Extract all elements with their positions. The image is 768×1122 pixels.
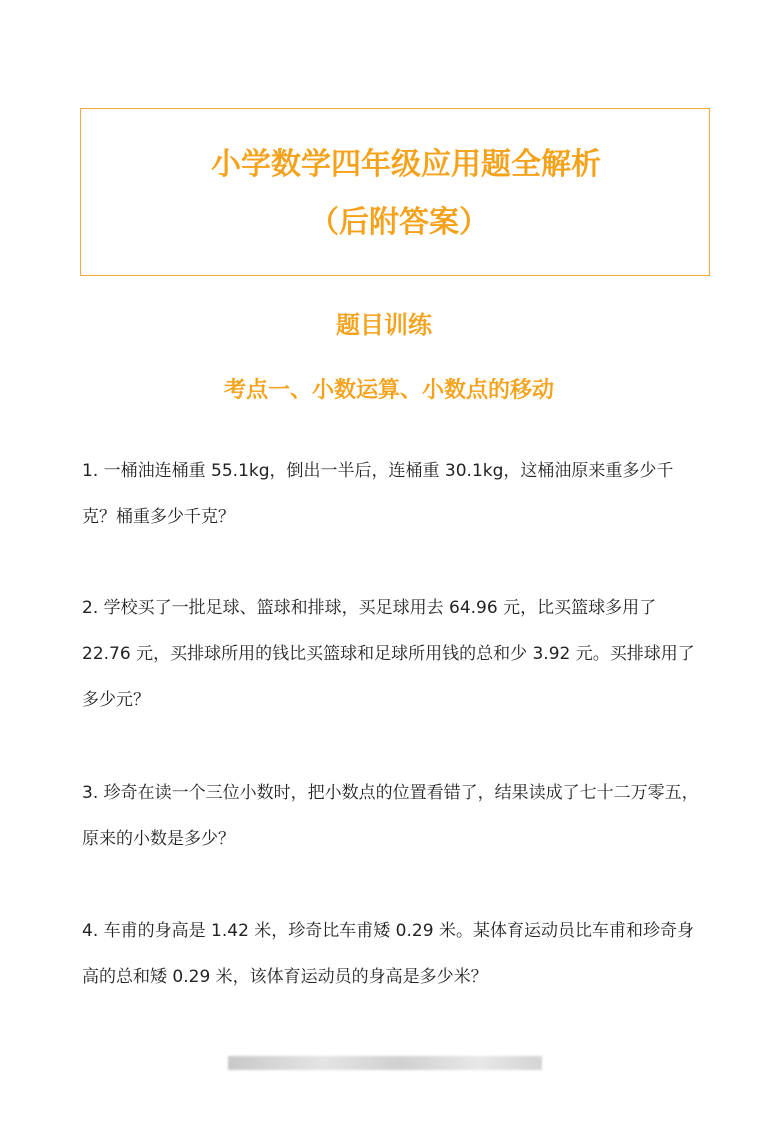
subsection-title: 考点一、小数运算、小数点的移动 — [223, 378, 554, 403]
section-title: 题目训练 — [336, 311, 432, 339]
title-box — [80, 108, 710, 276]
question-4: 4. 车甫的身高是 1.42 米，珍奇比车甫矮 0.29 米。某体育运动员比车甫和珍奇身高的总和矮 0.29 米，该体育运动员的身高是多少米？ — [82, 921, 694, 987]
document-title: 小学数学四年级应用题全解析 — [211, 147, 601, 182]
document-subtitle: （后附答案） — [309, 205, 489, 240]
question-3: 3. 珍奇在读一个三位小数时，把小数点的位置看错了，结果读成了七十二万零五，原来的小数是多少？ — [82, 783, 699, 849]
blurred-watermark — [228, 1056, 542, 1070]
question-1: 1. 一桶油连桶重 55.1kg，倒出一半后，连桶重 30.1kg，这桶油原来重多少千克？桶重多少千克？ — [82, 461, 674, 527]
question-2: 2. 学校买了一批足球、篮球和排球，买足球用去 64.96 元，比买篮球多用了 22.76 元，买排球所用的钱比买篮球和足球所用钱的总和少 3.92 元。买排球用了多少元？ — [82, 598, 695, 710]
